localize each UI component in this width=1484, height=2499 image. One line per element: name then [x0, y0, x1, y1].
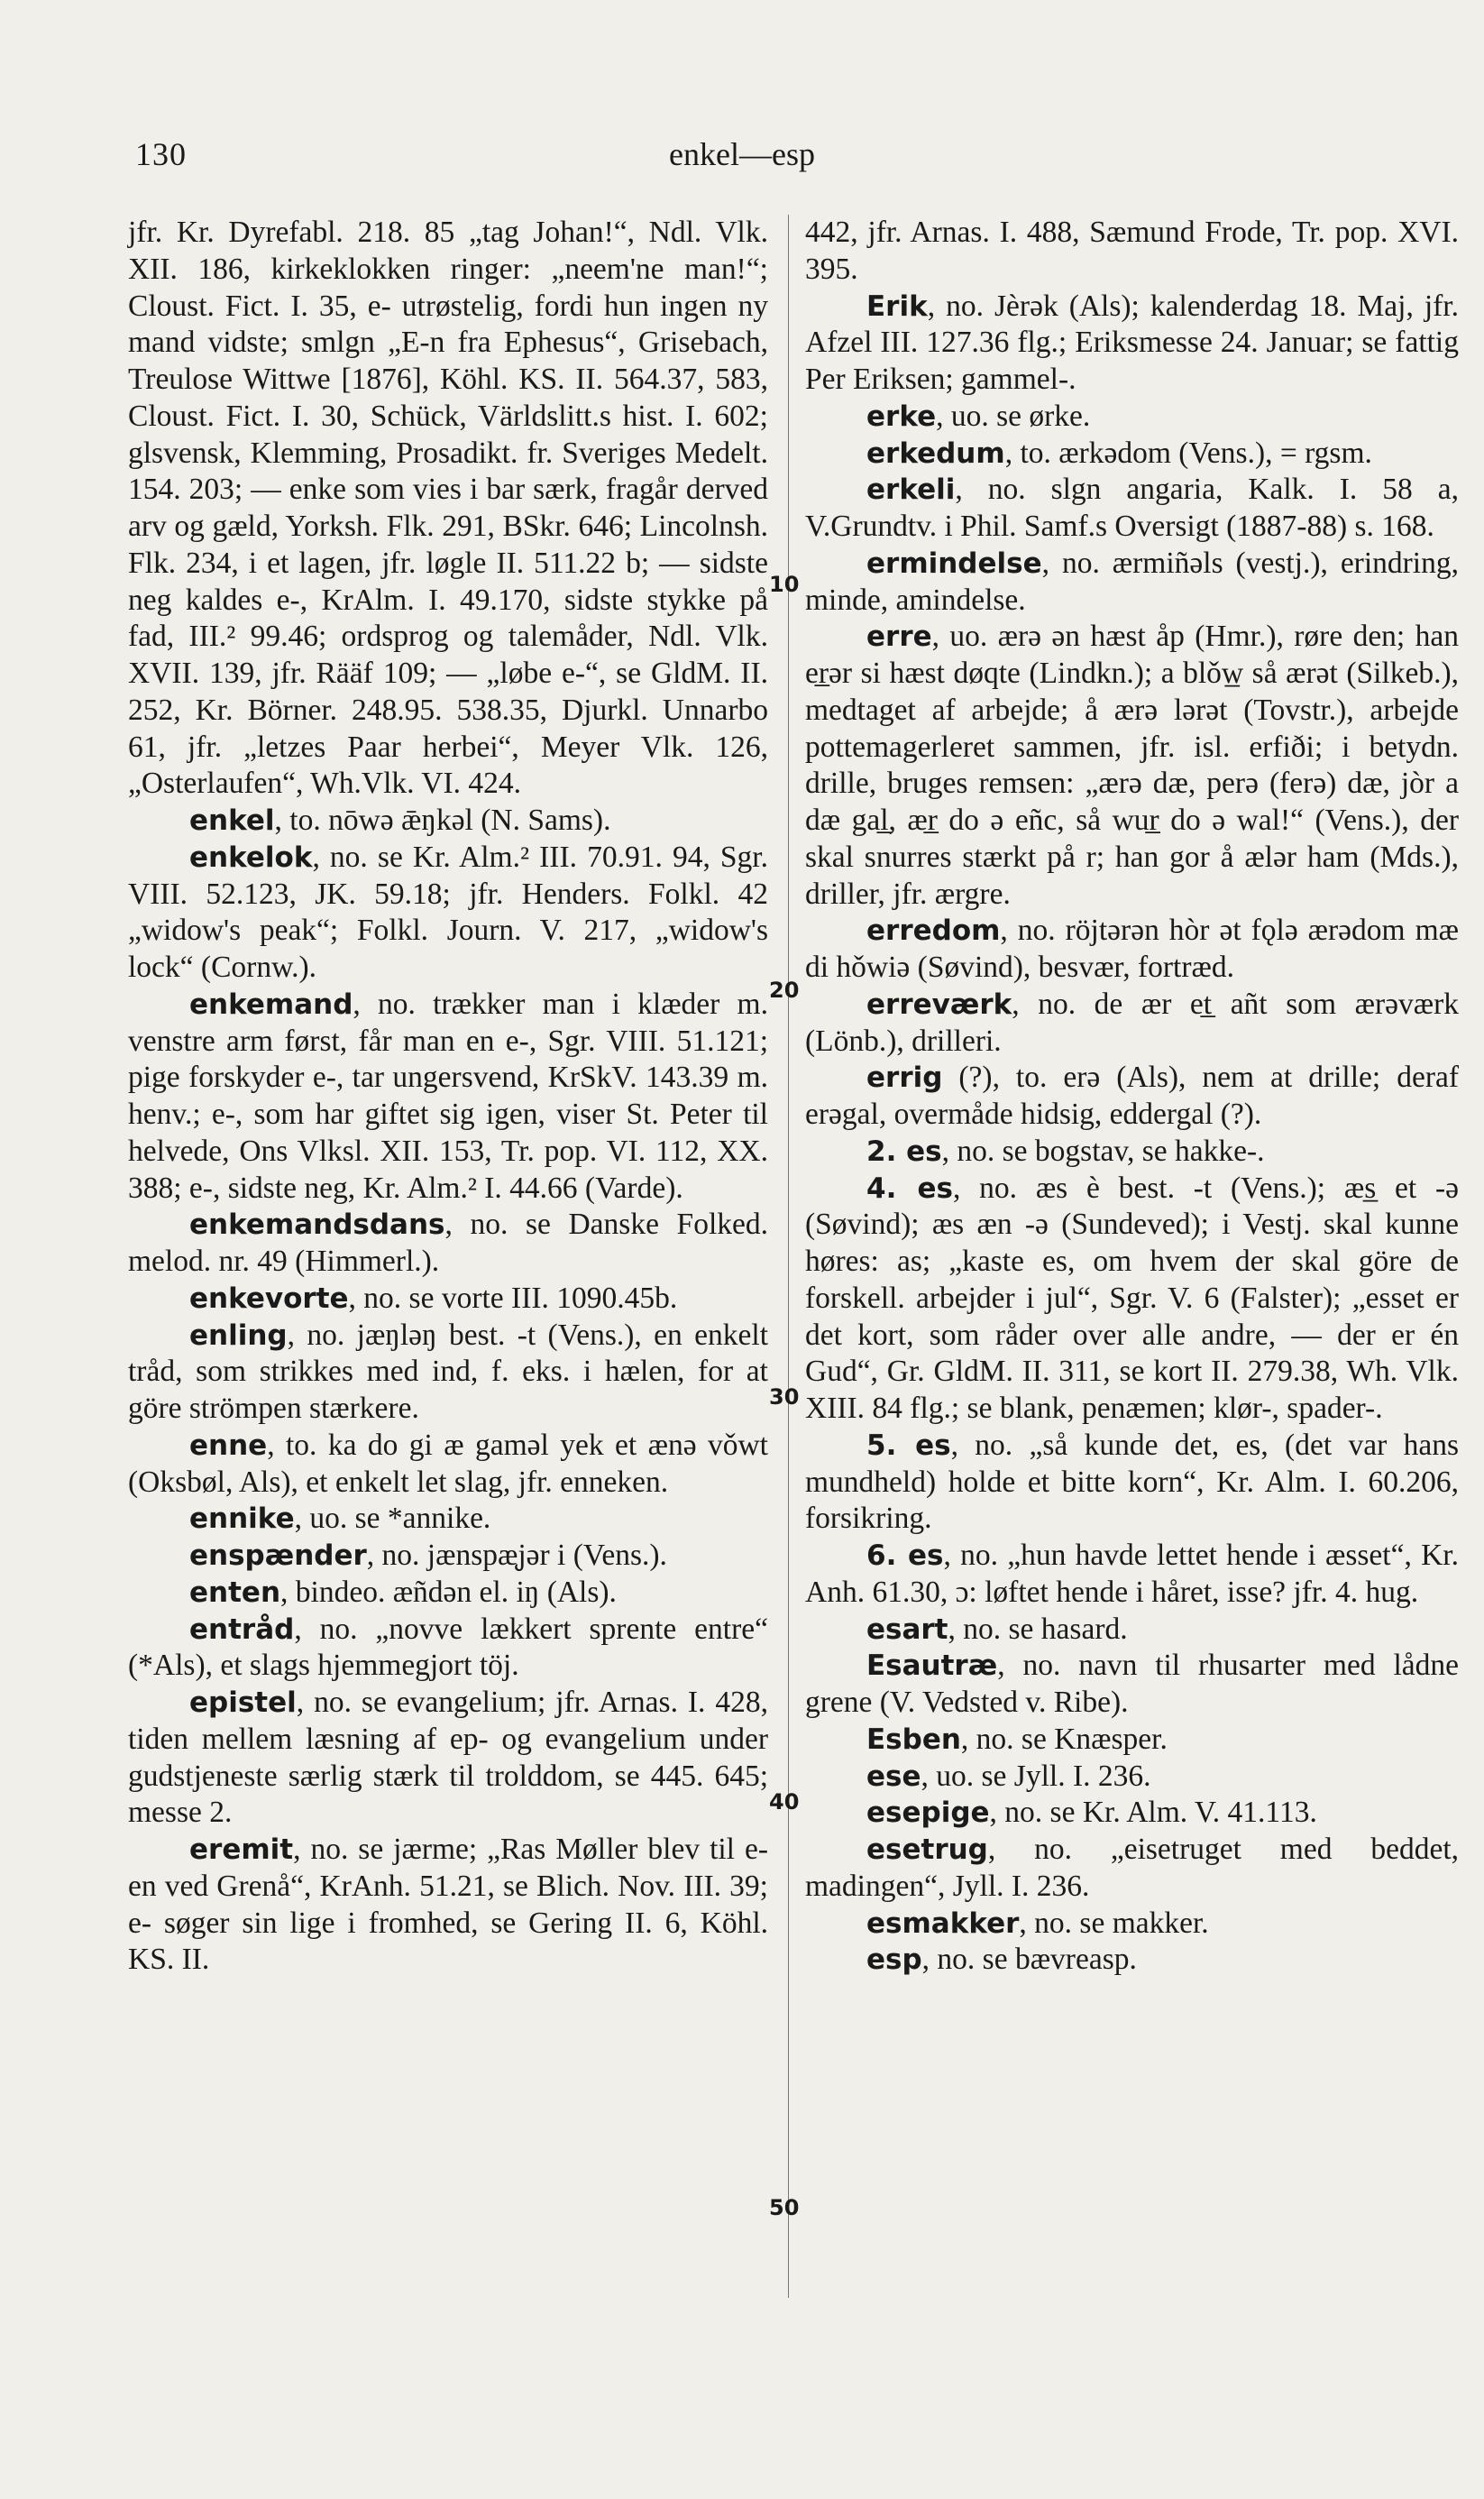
dictionary-entry: erre, uo. ærə ən hæst åp (Hmr.), røre den; han er̲ər si hæst døqte (Lindkn.); a blǒw̲ så ærət (Silkeb.), medtaget af arbejde; å ærə lərət (Tovstr.), arbejde pottemagerleret sammen, jfr. isl. erfiði; i betydn. drille, bruges remsen: „ærə dæ, perə (ferə) dæ, jòr a dæ gal̲, ær̲ do ə eñc, så wur̲ do ə wal!“ (Vens.), der skal snurres stærkt på r; han gor å ælər ham (Mds.), driller, jfr. ærgre.	[805, 620, 1459, 911]
dictionary-entry: 442, jfr. Arnas. I. 488, Sæmund Frode, Tr. pop. XVI. 395.	[805, 216, 1459, 286]
dictionary-entry: enkelok, no. se Kr. Alm.² III. 70.91. 94, Sgr. VIII. 52.123, JK. 59.18; jfr. Henders. Folkl. 42 „widow's peak“; Folkl. Journ. V. 217, „widow's lock“ (Cornw.).	[128, 840, 768, 984]
dictionary-entry: enspænder, no. jænspæ̨jər i (Vens.).	[189, 1539, 667, 1572]
dictionary-entry: 5. es, no. „så kunde det, es, (det var hans mundheld) holde et bitte korn“, Kr. Alm. I. 60.206, forsikring.	[805, 1428, 1459, 1536]
dictionary-entry: jfr. Kr. Dyrefabl. 218. 85 „tag Johan!“, Ndl. Vlk. XII. 186, kirkeklokken ringer: „neem'ne man!“; Cloust. Fict. I. 35, e- utrøstelig, fordi hun ingen ny mand vidste; smlgn „E-n fra Ephesus“, Grisebach, Treulose Wittwe [1876], Köhl. KS. II. 564.37, 583, Cloust. Fict. I. 30, Schück, Världslitt.s hist. I. 602; glsvensk, Klemming, Prosadikt. fr. Sveriges Medelt. 154. 203; — enke som vies i bar særk, fragår derved arv og gæld, Yorksh. Flk. 291, BSkr. 646; Lincolnsh. Flk. 234, i et lagen, jfr. løgle II. 511.22 b; — sidste neg kaldes e-, KrAlm. I. 49.170, sidste stykke på fad, III.² 99.46; ordsprog og talemåder, Ndl. Vlk. XVII. 139, jfr. Rääf 109; — „løbe e-“, se GldM. II. 252, Kr. Börner. 248.95. 538.35, Djurkl. Unnarbo 61, jfr. „letzes Paar herbei“, Meyer Vlk. 126, „Osterlaufen“, Wh.Vlk. VI. 424.	[128, 216, 768, 801]
headword: errig	[866, 1061, 943, 1095]
headword: Esben	[866, 1723, 961, 1756]
column-divider	[788, 215, 789, 2298]
dictionary-entry: erkeli, no. slgn angaria, Kalk. I. 58 a, V.Grundtv. i Phil. Samf.s Oversigt (1887-88) s. 168.	[805, 473, 1459, 543]
headword: erkeli	[866, 473, 956, 507]
headword: erke	[866, 400, 937, 433]
line-number: 40	[769, 1789, 800, 1815]
running-head: enkel—esp	[669, 136, 815, 172]
dictionary-entry: eremit, no. se jærme; „Ras Møller blev til e-en ved Grenå“, KrAnh. 51.21, se Blich. Nov. III. 39; e- søger sin lige i fromhed, se Gering II. 6, Köhl. KS. II.	[128, 1833, 768, 1977]
headword: eremit	[189, 1833, 294, 1866]
dictionary-entry: enkemand, no. trækker man i klæder m. venstre arm først, får man en e-, Sgr. VIII. 51.121; pige forskyder e-, tar ungersvend, KrSkV. 143.39 m. henv.; e-, som har giftet sig igen, viser St. Peter til helvede, Ons Vlksl. XII. 153, Tr. pop. VI. 112, XX. 388; e-, sidste neg, Kr. Alm.² I. 44.66 (Varde).	[128, 987, 768, 1205]
headword: erreværk	[866, 988, 1012, 1021]
headword: 5. es	[866, 1429, 951, 1462]
headword: epistel	[189, 1686, 297, 1719]
headword: esart	[866, 1612, 948, 1646]
dictionary-entry: erke, uo. se ørke.	[866, 399, 1091, 433]
dictionary-entry: 2. es, no. se bogstav, se hakke-.	[866, 1134, 1265, 1168]
headword: ese	[866, 1759, 921, 1793]
dictionary-entry: erreværk, no. de ær et̲ añt som ærəværk (Lönb.), drilleri.	[805, 987, 1459, 1058]
dictionary-entry: erredom, no. röjtərən hòr ət fǫlə ærədom mæ di hǒwiə (Søvind), besvær, fortræd.	[805, 914, 1459, 984]
headword: enkemand	[189, 988, 353, 1021]
headword: Esautræ	[866, 1649, 998, 1683]
headword: erkedum	[866, 436, 1005, 470]
dictionary-entry: enkemandsdans, no. se Danske Folked. melod. nr. 49 (Himmerl.).	[128, 1208, 768, 1278]
headword: 6. es	[866, 1539, 944, 1572]
headword: ermindelse	[866, 547, 1042, 580]
right-column	[805, 215, 1459, 1979]
dictionary-entry: enkevorte, no. se vorte III. 1090.45b.	[189, 1281, 678, 1315]
dictionary-entry: Esben, no. se Knæsper.	[866, 1722, 1168, 1756]
dictionary-entry: erkedum, to. ærkədom (Vens.), = rgsm.	[866, 436, 1372, 470]
dictionary-entry: esart, no. se hasard.	[866, 1612, 1128, 1646]
line-number: 10	[769, 572, 800, 597]
dictionary-entry: epistel, no. se evangelium; jfr. Arnas. I. 428, tiden mellem læsning af ep- og evangelium under gudstjeneste særlig stærk til trolddom, se 445. 645; messe 2.	[128, 1686, 768, 1830]
headword: enten	[189, 1576, 281, 1609]
dictionary-entry: Esautræ, no. navn til rhusarter med lådne grene (V. Vedsted v. Ribe).	[805, 1649, 1459, 1719]
dictionary-entry: 6. es, no. „hun havde lettet hende i æsset“, Kr. Anh. 61.30, ɔ: løftet hende i håret, isse? jfr. 4. hug.	[805, 1539, 1459, 1609]
headword: enne	[189, 1429, 268, 1462]
dictionary-entry: esetrug, no. „eisetruget med beddet, madingen“, Jyll. I. 236.	[805, 1833, 1459, 1903]
dictionary-entry: enten, bindeo. æñdən el. iŋ (Als).	[189, 1575, 617, 1609]
headword: esetrug	[866, 1833, 988, 1866]
line-number: 30	[769, 1384, 800, 1410]
dictionary-entry: esmakker, no. se makker.	[866, 1906, 1209, 1940]
headword: enling	[189, 1318, 288, 1352]
headword: esp	[866, 1943, 922, 1977]
headword: 4. es	[866, 1171, 954, 1205]
dictionary-entry: 4. es, no. æs è best. -t (Vens.); æs̲ et -ə (Søvind); æs æn -ə (Sundeved); i Vestj. skal kunne høres: as; „kaste es, om hvem der skal göre de forskell. arbejder i jul“, Sgr. V. 6 (Falster); „esset er det kort, som råder over alle andre, — der er én Gud“, Gr. GldM. II. 311, se kort II. 279.38, Wh. Vlk. XIII. 84 flg.; se blank, penæmen; klør-, spader-.	[805, 1171, 1459, 1425]
dictionary-entry: entråd, no. „novve lækkert sprente entre“ (*Als), et slags hjemmegjort töj.	[128, 1612, 768, 1683]
dictionary-entry: esp, no. se bævreasp.	[866, 1943, 1137, 1977]
headword: enkemandsdans	[189, 1208, 445, 1242]
line-number: 20	[769, 978, 800, 1003]
page-number: 130	[135, 136, 187, 172]
headword: enkevorte	[189, 1282, 349, 1315]
dictionary-entry: ennike, uo. se *annike.	[189, 1502, 491, 1536]
dictionary-entry: enling, no. jæŋlǝŋ best. -t (Vens.), en enkelt tråd, som strikkes med ind, f. eks. i hælen, for at göre strömpen stærkere.	[128, 1318, 768, 1425]
headword: Erik	[866, 289, 928, 323]
headword: enspænder	[189, 1539, 367, 1572]
dictionary-entry: enne, to. ka do gi æ gaməl yek et ænə vǒwt (Oksbøl, Als), et enkelt let slag, jfr. enneken.	[128, 1428, 768, 1499]
headword: entråd	[189, 1612, 295, 1646]
left-column	[128, 215, 768, 1979]
line-number: 50	[769, 2195, 800, 2220]
dictionary-entry: ermindelse, no. ærmiñəls (vestj.), erindring, minde, amindelse.	[805, 546, 1459, 617]
headword: enkelok	[189, 841, 313, 874]
headword: ennike	[189, 1502, 295, 1536]
headword: 2. es	[866, 1135, 942, 1168]
dictionary-entry: esepige, no. se Kr. Alm. V. 41.113.	[866, 1796, 1317, 1830]
headword: erredom	[866, 914, 1001, 948]
headword: esmakker	[866, 1906, 1020, 1940]
headword: esepige	[866, 1796, 990, 1830]
dictionary-entry: enkel, to. nōwə ǣŋkəl (N. Sams).	[189, 804, 611, 837]
dictionary-entry: Erik, no. Jèrək (Als); kalenderdag 18. Maj, jfr. Afzel III. 127.36 flg.; Eriksmesse 24. Januar; se fattig Per Eriksen; gammel-.	[805, 289, 1459, 396]
headword: enkel	[189, 804, 275, 837]
dictionary-entry: ese, uo. se Jyll. I. 236.	[866, 1759, 1151, 1793]
dictionary-entry: errig (?), to. erə (Als), nem at drille; deraf erəgal, overmåde hidsig, eddergal (?).	[805, 1061, 1459, 1131]
headword: erre	[866, 620, 932, 654]
